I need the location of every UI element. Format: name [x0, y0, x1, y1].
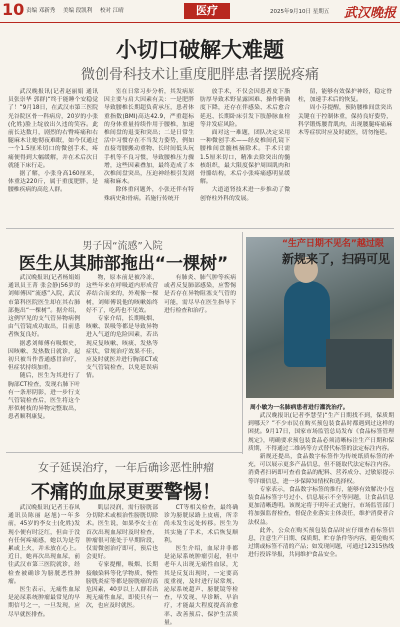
sidebar-paragraph: 此外，公众在购买预包装食品时应仔细查看标签信息，注意生产日期、保质期、贮存条件等内容，避免购买过期或标签不清的产品；如发现问题，可通过12315热线进行投诉举报，共同维护食品安全。	[248, 527, 394, 559]
article1-paragraph: 面对这一难题，团队决定采用一种微创手术——经皮椎间孔镜下腰椎间盘髓核摘除术。手术只需1.5厘米切口，精准去除突出的髓核组织，最大限度保护周围肌肉和骨骼结构，术后小张疼痛感明显缓解。	[200, 130, 290, 186]
article2-column-3	[164, 274, 236, 442]
sidebar-paragraph: 武汉晚报讯(记者李慧莹)“生产日期找不到，保质期到哪天？”不少市民在购买预包装食品时都遇到过这样的困扰。9月17日，国家市场监管总局发布《食品标签管理规定》，明确要求预包装食品必须清晰标注生产日期和保质期，不得通过二维码等方式替代标签的法定标注内容。	[248, 413, 394, 452]
article1-paragraph: 室在日常习步分析，其发病原因主要与肩大因素有关：一是肥胖导致腰椎长期超负荷承压，患者体重指数(BMI)高达42.9，严重超标的身体重量持续作用于腰椎，加速椎间盘的退变和突出；二是日常生活中习惯存在不当发力姿势，例如直接弯腰搬动重物、长时间低头玩手机等不良习惯，导致腰椎压力骤增，这些因素叠加，最终造成了本次椎间盘突出，压迫神经根引发剧痛和麻木。	[104, 89, 194, 186]
section-divider	[6, 452, 242, 453]
article2-paragraph: 随后，医生为其进行了胸部CT检查，发现右肺下叶有一条形阴影，进一步行支气管镜检查后，医生将这个形似树枝的异物完整取出，患者顺利康复。	[8, 373, 80, 421]
article1-paragraph: 大道道肾技术进一步推动了微创脊柱外科的发展。	[200, 187, 290, 202]
article3-column-3	[164, 504, 238, 626]
article1-column-3	[200, 88, 290, 222]
sidebar-article-body	[248, 412, 394, 622]
article2-paragraph: 据悉刘师傅有吸烟史，因咳嗽、发热数日就诊，起初只被当作普通感冒治疗，但症状持续加重。	[8, 340, 80, 372]
page-header	[0, 0, 400, 23]
sidebar-kicker: “生产日期不见名”越过限	[282, 239, 384, 249]
sidebar-headline: 新规来了，扫码可见	[282, 252, 391, 266]
article1-column-1	[8, 88, 98, 222]
article3-paragraph: 武汉晚报讯(记者王春凤 通讯员陈丽 赵旭)一年多前，45岁的李女士(化姓)发现小便有时泛红，但由于没有任何疼痛感，她以为是劳累或上火，并未放在心上。近日，她再次出现血尿，前往武汉市第三医院就诊，经检查被确诊为膀胱恶性肿瘤。	[8, 505, 80, 585]
article3-paragraph: 专家提醒，吸烟、长期接触染料等化学物质、慢性膀胱炎症等都是膀胱癌的高危因素，40岁以上人群若出现无痛性血尿，即使只有一次，也应及时就医。	[86, 562, 158, 610]
photo-doctor-figure	[284, 281, 330, 367]
article1-paragraph: 周小芬提醒，预防腰椎间盘突出关键在于控制体重，保持良好姿势，科学锻炼腰背肌肉，出现腰腿疼痛麻木等症状时应及时就医，切勿拖延。	[298, 105, 392, 137]
section-divider	[6, 228, 394, 229]
article1-paragraph: 武汉晚报讯(记者赵丽娟 通讯员张崇华 郭群)“终于能睡个安稳觉了！”9月18日，在武汉市第三医院光谷院区骨一科病房，20岁的小张(化姓)脸上绽放出久违的笑容。此前长达数月，剧烈的右臀疼痛和右腿麻木让她彻夜难眠，如今仅通过一个1.5厘米切口的微创手术，疼痛便得到大幅缓解，并在术后次日就能下床行走。	[8, 89, 98, 169]
article1-paragraph: 据了解，小张身高160厘米，体重达220斤，属于重度肥胖，是腰椎疾病的高危人群。	[8, 171, 98, 194]
article1-subheadline: 微创骨科技术让重度肥胖患者摆脱疼痛	[81, 67, 319, 83]
page-number: 10	[2, 0, 25, 19]
article2-column-2	[86, 274, 158, 442]
credit-designer: 美编 段凯利	[63, 8, 93, 14]
article3-column-1	[8, 504, 80, 622]
sidebar-paragraph: 新规还提出，食品数字标签作为传统纸质标签的补充，可以展示更多产品信息，但不能取代法定标注内容。消费者扫码即可查看食品的配料、营养成分、过敏原提示等详细信息，进一步保障知情权和选择权。	[248, 454, 394, 485]
credit-proofreader: 校对 江晴	[100, 8, 124, 14]
article3-column-2	[86, 504, 158, 622]
article2-paragraph: 武汉晚报讯(记者杨娟娟 通讯员王菁 张会静)56岁的刘师傅因“流感”入院，武汉市第科医院医生却在其右肺部拖出“一棵树”。据介绍，这例罕见的支气管异物病例由气管镜成功取出，目前患者恢复良好。	[8, 275, 80, 339]
article2-column-1	[8, 274, 80, 442]
article1-column-2	[104, 88, 194, 222]
photo-caption: 周小敏为一名肺病患者进行灌洗治疗。	[250, 405, 349, 411]
credit-editor: 责编 邓新秀	[26, 8, 56, 14]
section-tag: 医疗	[184, 3, 230, 19]
column-divider	[242, 232, 243, 454]
masthead-logo: 武汉晚报	[344, 6, 397, 21]
issue-date: 2025年9月10日 星期五	[270, 9, 330, 15]
article2-headline: 医生从其肺部拖出“一棵树”	[18, 254, 229, 274]
article3-headline: 不痛的血尿更要警惕！	[30, 481, 221, 503]
editor-credits	[26, 6, 130, 14]
article1-paragraph: 放手术，不仅会因患者皮下脂肪厚导致术野显露困难、操作精确度下降，还存在伴感染、术后愈合延迟、长期卧床引发下肢静脉血栓等并发症风险。	[200, 89, 290, 128]
article3-paragraph: CT等相关检查，最终确诊为膀胱尿路上皮癌，所幸尚未发生远处转移。医生为其实施了手术，术后恢复顺利。	[164, 505, 238, 544]
sidebar-paragraph: 专家表示，食品数字标签的推行，能够有效解决小包装食品标签字号过小、信息展示不全等问题，让食品信息更加清晰透明。该规定将于明年正式施行，市场监管部门将加强监督检查，督促企业落实主体责任，维护消费者合法权益。	[248, 486, 394, 526]
article1-paragraph: 除体重问题外，小张还伴有特殊病史和骨病。若施行传统开	[104, 187, 194, 202]
article1-paragraph: 留，能够有效保护神经，稳定脊柱，加速手术后的恢复。	[298, 89, 392, 104]
article2-paragraph: 物，原本前是被冷冻，这些年来在呼吸道内形成营养结合而来的，外观像一棵树，刘师傅说他的咳嗽始终好不了，吃药也不见效。	[86, 275, 158, 314]
article1-headline: 小切口破解大难题	[116, 38, 284, 62]
photo-equipment	[326, 339, 392, 389]
article2-kicker: 男子因“流感”入院	[82, 241, 163, 252]
article2-paragraph: 有肺炎、肺气肿等疾病或者反复肺部感染，应警惕是否存在异物阻塞支气管的可能，需尽早在医生指导下进行检查和治疗。	[164, 275, 236, 314]
article2-paragraph: 专家介绍，长期吸烟、咳嗽、误吸等都是导致异物进入气道的危险因素，若出现反复咳嗽、咳痰、发热等症状，常规治疗效果不佳，应及时就医并进行胸部CT或支气管镜检查，以免延误病情。	[86, 316, 158, 380]
article3-paragraph: 肌层浸润，需行膀胱部分切除术或根治性膀胱切除术。医生说，如果李女士在首次出现血尿时及时检查，肿瘤很可能处于早期阶段，仅需微创治疗即可，预后也会更好。	[86, 505, 158, 561]
article3-paragraph: 医生介绍，血尿并非都是泌尿系统肿瘤引起，但中老年人出现无痛性血尿，尤其是反复出现时，一定要高度重视，及时进行尿常规、泌尿系统超声、膀胱镜等检查，早发现、早诊断、早治疗，才能最大程度提高治愈率、改善预后、保护生活质量。	[164, 546, 238, 626]
article3-kicker: 女子延误治疗，一年后确诊恶性肿瘤	[38, 461, 214, 474]
article1-column-4	[298, 88, 392, 222]
article3-paragraph: 医生表示，无痛性血尿是泌尿系统肿瘤最常见的早期信号之一，一旦发现，应尽早就医排查。	[8, 587, 80, 618]
